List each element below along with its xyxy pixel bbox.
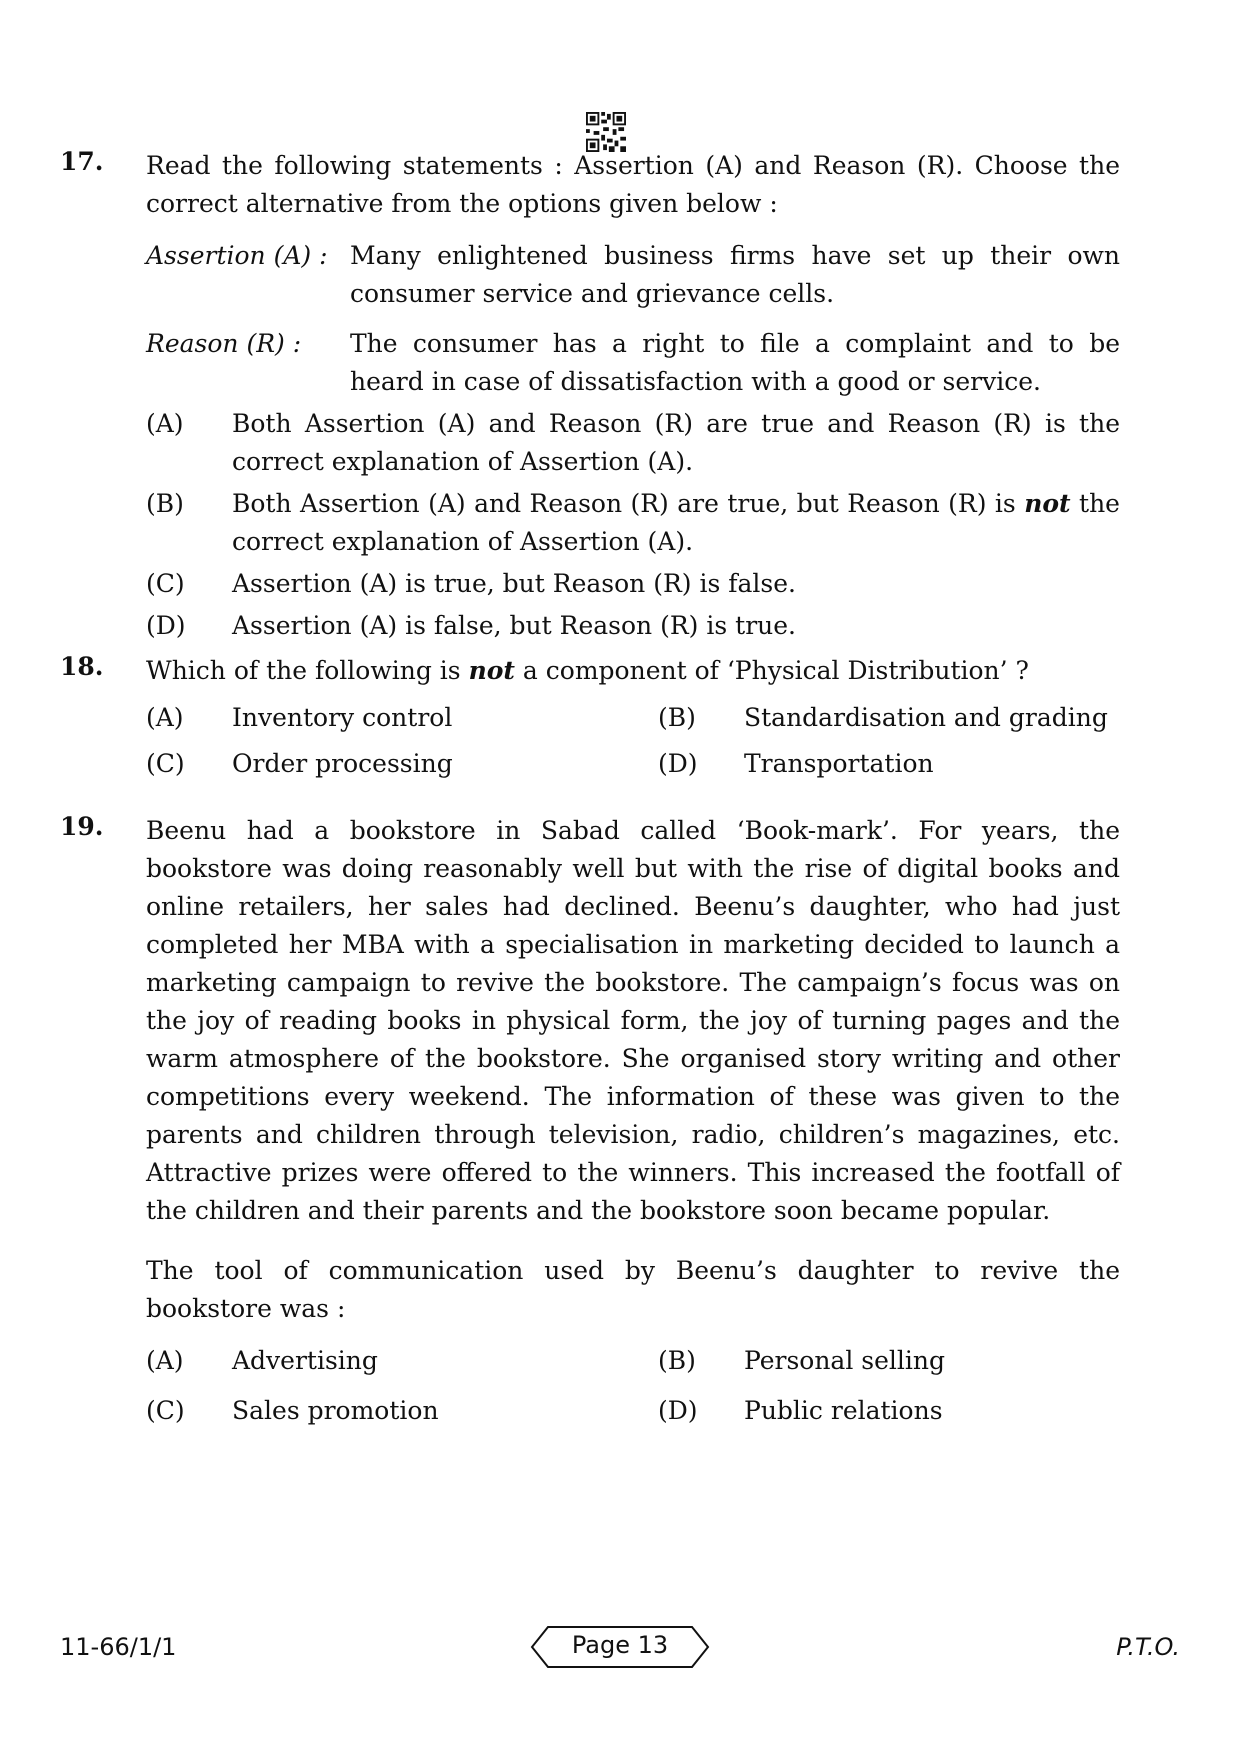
option-text: Advertising — [232, 1346, 378, 1375]
option-label: (C) — [146, 569, 185, 598]
option-text-part: Both Assertion (A) and Reason (R) are true, but Reason (R) is — [232, 489, 1016, 518]
question-number: 18. — [60, 652, 104, 681]
paper-code: 11-66/1/1 — [60, 1633, 177, 1661]
page-number: Page 13 — [571, 1631, 669, 1659]
option-text: Inventory control — [232, 703, 453, 732]
option-text: Sales promotion — [232, 1396, 439, 1425]
page-number-badge — [530, 1625, 710, 1669]
question-19 — [60, 812, 1120, 1430]
stem-part: Which of the following is — [146, 656, 461, 685]
option-text: Order processing — [232, 749, 453, 778]
question-stem: Read the following statements : Assertion (A) and Reason (R). Choose the correct alternative from the options given below : — [146, 151, 1120, 218]
pto-label: P.T.O. — [1116, 1633, 1180, 1661]
page-footer — [60, 1625, 1180, 1669]
option-text-part: the correct explanation of Assertion (A). — [232, 489, 1120, 556]
question-number: 19. — [60, 812, 104, 841]
option-text: Assertion (A) is true, but Reason (R) is false. — [232, 569, 796, 598]
option-label: (D) — [658, 1396, 698, 1425]
option-label: (B) — [658, 1346, 696, 1375]
option-text: Public relations — [744, 1396, 943, 1425]
option-label: (A) — [146, 1346, 184, 1375]
assertion-row — [146, 237, 1120, 313]
option-label: (A) — [146, 409, 184, 438]
emphasis-not: not — [1024, 489, 1071, 518]
reason-text: The consumer has a right to file a complaint and to be heard in case of dissatisfaction with a good or service. — [350, 329, 1120, 396]
option-text: Assertion (A) is false, but Reason (R) is true. — [232, 611, 796, 640]
option-b[interactable] — [146, 485, 1120, 561]
option-label: (C) — [146, 749, 185, 778]
option-label: (D) — [146, 611, 186, 640]
emphasis-not: not — [468, 656, 515, 685]
assertion-text: Many enlightened business firms have set up their own consumer service and grievance cells. — [350, 241, 1120, 308]
question-stem: The tool of communication used by Beenu’s daughter to revive the bookstore was : — [146, 1256, 1120, 1323]
option-d[interactable] — [658, 1392, 1120, 1430]
question-stem — [146, 652, 1120, 690]
option-a[interactable] — [146, 699, 658, 737]
option-label: (C) — [146, 1396, 185, 1425]
question-17 — [60, 147, 1120, 645]
case-passage: Beenu had a bookstore in Sabad called ‘Book-mark’. For years, the bookstore was doing reasonably well but with the rise of digital books and online retailers, her sales had declined. Beenu’s daughter, who had just completed her MBA with a specialisation in marketing decided to launch a marketing campaign to revive the bookstore. The campaign’s focus was on the joy of reading books in physical form, the joy of turning pages and the warm atmosphere of the bookstore. She organised story writing and other competitions every weekend. The information of these was given to the parents and children through television, radio, children’s magazines, etc. Attractive prizes were offered to the winners. This increased the footfall of the children and their parents and the bookstore soon became popular. — [146, 816, 1120, 1225]
question-number: 17. — [60, 147, 104, 176]
stem-part: a component of ‘Physical Distribution’ ? — [522, 656, 1029, 685]
option-text: Personal selling — [744, 1346, 945, 1375]
option-b[interactable] — [658, 699, 1120, 737]
qr-code-icon — [586, 112, 626, 152]
assertion-label: Assertion (A) : — [146, 241, 328, 270]
options-grid — [146, 1342, 1120, 1430]
option-label: (B) — [658, 703, 696, 732]
option-text: Transportation — [744, 749, 934, 778]
option-d[interactable] — [146, 607, 1120, 645]
option-label: (A) — [146, 703, 184, 732]
option-b[interactable] — [658, 1342, 1120, 1380]
question-18 — [60, 652, 1120, 783]
option-c[interactable] — [146, 565, 1120, 603]
option-c[interactable] — [146, 1392, 658, 1430]
reason-row — [146, 325, 1120, 401]
option-label: (B) — [146, 489, 184, 518]
option-d[interactable] — [658, 745, 1120, 783]
option-label: (D) — [658, 749, 698, 778]
reason-label: Reason (R) : — [146, 329, 302, 358]
option-c[interactable] — [146, 745, 658, 783]
option-text: Standardisation and grading — [744, 703, 1108, 732]
options-grid — [146, 699, 1120, 783]
option-text — [232, 485, 1120, 561]
option-text: Both Assertion (A) and Reason (R) are true and Reason (R) is the correct explanation of Assertion (A). — [232, 409, 1120, 476]
option-a[interactable] — [146, 405, 1120, 481]
option-a[interactable] — [146, 1342, 658, 1380]
